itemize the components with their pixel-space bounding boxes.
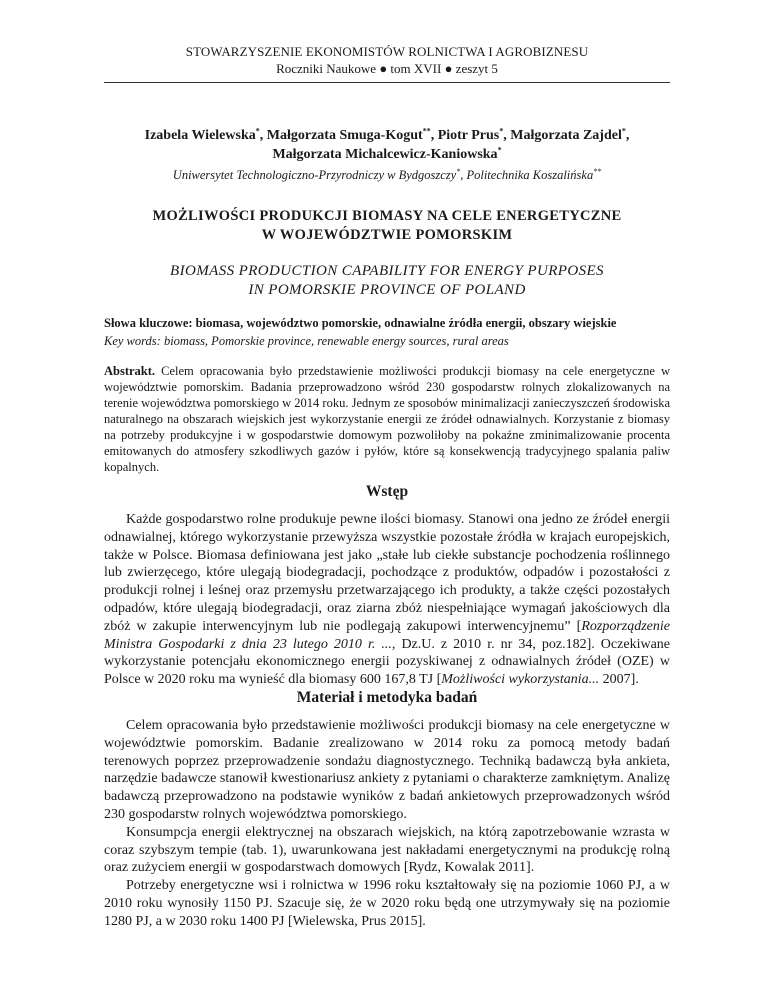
keywords-english: Key words: biomass, Pomorskie province, renewable energy sources, rural areas [104, 334, 509, 348]
citation-link: Rozporządzenie Ministra Gospodarki z dnia 23 lutego 2010 r. ..., [104, 618, 670, 652]
paragraph-text: 2007]. [599, 672, 639, 688]
paragraph: Celem opracowania było przedstawienie możliwości produkcji biomasy na cele energetyczne w województwie pomorskim. Badanie zrealizowano w 2014 roku za pomocą metody badań terenowych poprzez przeprowadzenie sondażu diagnostycznego. Techniką badawczą była ankieta, narzędzie badawcze stanowił kwestionariusz ankiety z pytaniami o charakterze zamkniętym. Analizę badawczą przeprowadzono na podstawie wyników z badań ankietowych przeprowadzonych wśród 230 gospodarstw rolnych województwa pomorskiego. [104, 718, 670, 822]
section-heading-methods: Materiał i metodyka badań [296, 689, 478, 706]
paragraph-text: Dz.U. z 2010 r. nr 34, poz.182]. Oczekiwane wykorzystanie potencjału ekonomicznego energii pozyskiwanej z odnawialnych źródeł (OZE) w Polsce w 2020 roku ma wynieść dla biomasy 600 167,8 TJ [ [104, 636, 670, 688]
section-intro-body [104, 511, 670, 689]
affiliations: Uniwersytet Technologiczno-Przyrodniczy w Bydgoszczy*, Politechnika Koszalińska** [172, 166, 602, 182]
author-name: Piotr Prus [437, 128, 500, 143]
affiliation-1: Uniwersytet Technologiczno-Przyrodniczy w Bydgoszczy [172, 168, 457, 182]
affiliation-mark: * [497, 145, 502, 155]
affiliation-mark: ** [422, 126, 431, 136]
journal-header: Roczniki Naukowe ● tom XVII ● zeszyt 5 [276, 61, 498, 76]
paragraph [104, 511, 670, 689]
citation-link: Możliwości wykorzystania... [441, 672, 600, 688]
author-name: Izabela Wielewska [144, 128, 256, 143]
section-methods-body [104, 717, 670, 931]
section-heading-intro: Wstęp [365, 483, 409, 500]
paragraph: Potrzeby energetyczne wsi i rolnictwa w 1996 roku kształtowały się na poziomie 1060 PJ, a w 2010 roku wynosiły 1150 PJ. Szacuje się, że w 2020 roku będą one utrzymywały się na poziomie 1280 PJ, a w 2030 roku 1400 PJ [Wielewska, Prus 2015]. [104, 878, 670, 929]
affiliation-2: Politechnika Koszalińska [466, 168, 594, 182]
title-english-line-2: IN POMORSKIE PROVINCE OF POLAND [248, 282, 526, 298]
keywords-polish: Słowa kluczowe: biomasa, województwo pomorskie, odnawialne źródła energii, obszary wiejskie [104, 316, 617, 330]
abstract [104, 363, 670, 475]
title-english-line-1: BIOMASS PRODUCTION CAPABILITY FOR ENERGY PURPOSES [170, 263, 604, 279]
society-header: STOWARZYSZENIE EKONOMISTÓW ROLNICTWA I AGROBIZNESU [185, 44, 589, 59]
title-english [104, 262, 670, 300]
paragraph: Konsumpcja energii elektrycznej na obszarach wiejskich, na którą zapotrzebowanie wzrasta w coraz szybszym tempie (tab. 1), uwarunkowana jest nakładami energetycznymi na produkcję rolną oraz zużyciem energii w gospodarstwach domowych [Rydz, Kowalak 2011]. [104, 824, 670, 876]
author-name: Małgorzata Zajdel [510, 128, 622, 143]
title-polish-line-2: W WOJEWÓDZTWIE POMORSKIM [261, 227, 513, 243]
title-polish-line-1: MOŻLIWOŚCI PRODUKCJI BIOMASY NA CELE ENERGETYCZNE [152, 208, 622, 224]
affiliation-mark: * [255, 126, 260, 136]
author-name: Małgorzata Michalcewicz-Kaniowska [272, 147, 498, 162]
paragraph-text: Każde gospodarstwo rolne produkuje pewne ilości biomasy. Stanowi ona jedno ze źródeł energii odnawialnej, którego wykorzystanie przewyższa wszystkie pozostałe źródła w krajach europejskich, także w Polsce. Biomasa definiowana jest jako „stałe lub ciekłe substancje pochodzenia roślinnego lub zwierzęcego, które ulegają biodegradacji, pochodzące z produktów, odpadów i pozostałości z produkcji rolnej i leśnej oraz przemysłu przetwarzającego ich produkty, a także części pozostałych odpadów, które ulegają biodegradacji, oraz ziarna zbóż niespełniające wymagań jakościowych dla zbóż w zakupie interwencyjnym lub nie podlegają zakupowi interwencyjnemu” [ [104, 512, 670, 634]
abstract-label: Abstrakt. [104, 364, 156, 378]
author-list [104, 126, 670, 164]
affiliation-mark: * [456, 166, 461, 176]
affiliation-mark: * [499, 126, 504, 136]
author-line-2 [104, 145, 670, 164]
affiliation-mark: * [621, 126, 626, 136]
author-line-1: Izabela Wielewska*, Małgorzata Smuga-Kogut**, Piotr Prus*, Małgorzata Zajdel*, [144, 126, 630, 143]
header-rule [104, 82, 670, 83]
affiliation-mark: ** [593, 166, 602, 176]
author-name: Małgorzata Smuga-Kogut [266, 128, 423, 143]
abstract-text: Celem opracowania było przedstawienie możliwości produkcji biomasy na cele energetyczne w województwie pomorskim. Badania przeprowadzono wśród 230 gospodarstw rolnych zlokalizowanych na terenie województwa pomorskiego w 2014 roku. Jednym ze sposobów minimalizacji zanieczyszczeń środowiska naturalnego na obszarach wiejskich jest wykorzystanie energii ze źródeł odnawialnych. Korzystanie z biomasy na potrzeby produkcyjne i w gospodarstwie domowym pozwoliłoby na pokaźne zminimalizowanie procenta emitowanych do atmosfery szkodliwych gazów i pyłów, które są konsekwencją tradycyjnego spalania paliw kopalnych. [104, 364, 670, 474]
title-polish [104, 207, 670, 245]
